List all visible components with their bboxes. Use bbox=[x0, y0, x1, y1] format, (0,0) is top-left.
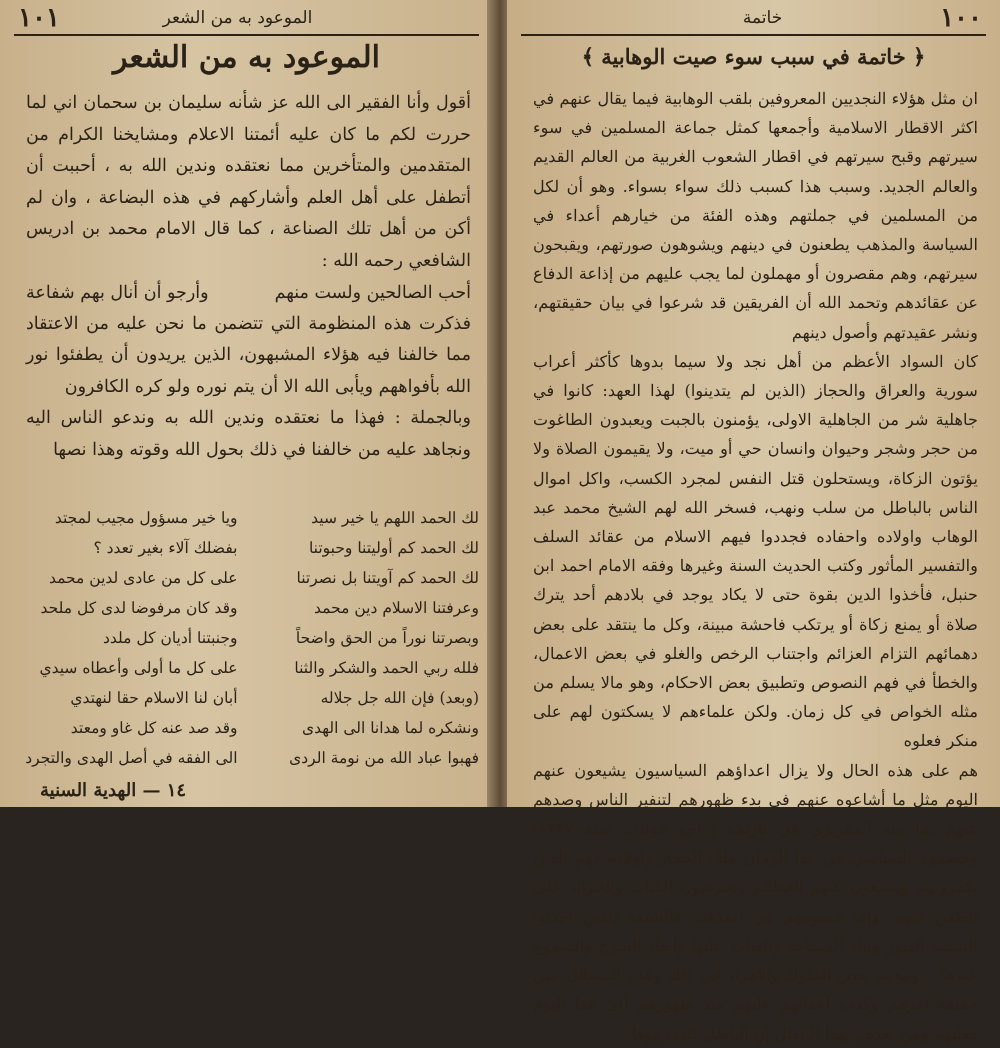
poem-right-column bbox=[256, 503, 480, 773]
right-paragraph-3: هم على هذه الحال ولا يزال اعداؤهم السياسيون يشيعون عنهم اليوم مثل ما أشاعوه عنهم في بدء ظهورهم لتنفير الناس وصدهم عنهم بما بينه المقريزي في تاريخه (راجع حوادث سنة ١٢٢٧) وخصمهم السياسي في هذا الزمان ملك الحجاز واولاده فهم الذين يكفرونهم ويشيعون عنهم العظائم ويحرضون الكتاب والجرائد على الطعن فيهم، وإما خصومهم في المذهب فالشيعة الذين احدثوا التشييد القبور وبناء المساجد والقباب عليها وايقاد السرج والشموع عندها... وتبعهم بعض الملوك والامراء في ذلك وهذه المسائل تبين حقيقة امرهم وكذب اعدائهم عليهم منذ ظهورهم الى هذا اليوم فعليهم ومن بعدهم بهذا الباطل إن الباطل كان زهوقا bbox=[533, 760, 978, 1043]
poem-line: الى الفقه في أصل الهدى والتجرد bbox=[25, 749, 238, 767]
right-header-rule bbox=[521, 34, 986, 36]
right-paragraph-2: كان السواد الأعظم من أهل نجد ولا سيما بدوها كأكثر أعراب سورية والعراق والحجاز (الذين لم يتدينوا) لهذا العهد: كانوا في جاهلية شر من الجاهلية الاولى، يؤمنون بالجبت ويعبدون الطاغوت من حجر وشجر وحيوان وانسان حي أو ميت، ولا يقيمون الصلاة ولا يؤتون الزكاة، ويستحلون قتل النفس لمجرد الكسب، واكل اموال الناس بالباطل من سلب ونهب، فسخر الله لهم الشيخ محمد عبد الوهاب واولاده واحفاده فجددوا فيهم الاسلام من عقائد السلف والتفسير المأثور وكتب الحديث السنة وغيرها وفقه الامام احمد ابن حنبل، فأخذوا الدين بقوة حتى لا يكاد يوجد في بلادهم أحد يترك صلاة أو يمنع زكاة أو يرتكب فاحشة مبينة، وكل ما ينتقد على بعض دهمائهم التزام العزائم واجتناب الرخص والغلو في بعض الاعمال، والخطأ في فهم النصوص وتطبيق بعض الاحكام، وهو مالا يسلم من مثله الخواص في كل زمان. ولكن علماءهم لا يسكتون لهم على منكر فعلوه bbox=[533, 351, 978, 751]
poem-line: ويا خير مسؤول مجيب لمجتد bbox=[54, 509, 238, 527]
left-header-rule bbox=[14, 34, 479, 36]
left-page-footer: ١٤ — الهدية السنية bbox=[40, 780, 187, 801]
verse-second-half: وأرجو أن أنال بهم شفاعة bbox=[26, 282, 209, 303]
left-page-number: ١٠١ bbox=[18, 3, 60, 33]
shafii-verse bbox=[26, 278, 471, 309]
right-page-number: ١٠٠ bbox=[940, 3, 982, 33]
poem-line: لك الحمد كم أوليتنا وحبوتنا bbox=[308, 539, 479, 557]
left-running-title: الموعود به من الشعر bbox=[162, 8, 313, 28]
left-page-title: الموعود به من الشعر bbox=[112, 40, 380, 75]
poem-line: وجنبتنا أديان كل ملدد bbox=[103, 629, 238, 647]
left-page bbox=[0, 0, 493, 807]
poem-line: وقد صد عنه كل غاو ومعتد bbox=[70, 719, 238, 737]
right-section-title: ﴿ خاتمة في سبب سوء صيت الوهابية ﴾ bbox=[581, 44, 926, 69]
right-page bbox=[507, 0, 1000, 1043]
left-paragraph-3: وبالجملة : فهذا ما نعتقده وندين الله به وندعو الناس اليه ونجاهد عليه من خالفنا في ذلك بحول الله وقوته وهذا نصها bbox=[26, 408, 471, 460]
poem-line: وعرفتنا الاسلام دين محمد bbox=[314, 599, 479, 617]
poem-line: على كل من عادى لدين محمد bbox=[48, 569, 238, 587]
left-paragraph-2: فذكرت هذه المنظومة التي تتضمن ما نحن عليه من الاعتقاد مما خالفنا فيه هؤلاء المشبهون، الذين يريدون أن يطفئوا نور الله بأفواههم ويأبى الله الا أن يتم نوره ولو كره الكافرون bbox=[26, 313, 471, 397]
poem-line: بفضلك آلاء بغير تعدد ؟ bbox=[93, 539, 238, 557]
poem-line: (وبعد) فإن الله جل جلاله bbox=[320, 689, 479, 707]
poem-line: فلله ربي الحمد والشكر والثنا bbox=[294, 659, 479, 677]
right-page-header bbox=[525, 4, 982, 32]
right-running-title: خاتمة bbox=[742, 8, 783, 28]
poem-left-column bbox=[14, 503, 238, 773]
left-page-header bbox=[18, 4, 475, 32]
right-paragraph-1: ان مثل هؤلاء النجديين المعروفين بلقب الوهابية فيما يقال عنهم في اكثر الاقطار الاسلامية وأجمعها كمثل جماعة المسلمين في سوء سيرتهم وقبح سيرتهم في اقطار الشعوب الغربية من العالم القديم والعالم الجديد. وسبب هذا كسبب ذلك سواء بسواء. وهو أن لكل من المسلمين في جملتهم وهذه الفئة من خيارهم أعداء في السياسة والمذهب يطعنون في دينهم ويشوهون صورتهم، ويقبحون سيرتهم، وهم مقصرون أو مهملون لما يجب عليهم من إذاعة الدفاع عن عقائدهم وتحمد الله أن الفريقين قد شرعوا في بيان حقيقتهم، ونشر عقيدتهم وأصول دينهم bbox=[533, 89, 978, 342]
poem-line: وبصرتنا نوراً من الحق واضحاً bbox=[295, 629, 479, 647]
poem-line: على كل ما أولى وأعطاه سيدي bbox=[39, 659, 238, 677]
right-body bbox=[533, 84, 978, 1048]
poem bbox=[14, 503, 479, 773]
poem-line: لك الحمد اللهم يا خير سيد bbox=[311, 509, 479, 527]
poem-line: وقد كان مرفوضا لدى كل ملحد bbox=[40, 599, 238, 617]
poem-line: أبان لنا الاسلام حقا لنهتدي bbox=[70, 689, 238, 707]
left-paragraph-1: أقول وأنا الفقير الى الله عز شأنه سليمان بن سحمان اني لما حررت لكم ما كان عليه أئمتنا الاعلام ومشايخنا الكرام من المتقدمين والمتأخرين مما نعتقده وندين الله به ، أحببت أن أتطفل على أهل العلم وأشاركهم في هذه البضاعة ، وان لم أكن من أهل تلك الصناعة ، كما قال الامام محمد بن ادريس الشافعي رحمه الله : bbox=[26, 93, 471, 271]
poem-line: ونشكره لما هدانا الى الهدى bbox=[301, 719, 479, 737]
poem-line: فهبوا عباد الله من نومة الردى bbox=[289, 749, 479, 767]
left-body bbox=[26, 88, 471, 467]
poem-line: لك الحمد كم آويتنا بل نصرتنا bbox=[296, 569, 479, 587]
verse-first-half: أحب الصالحين ولست منهم bbox=[274, 282, 471, 303]
